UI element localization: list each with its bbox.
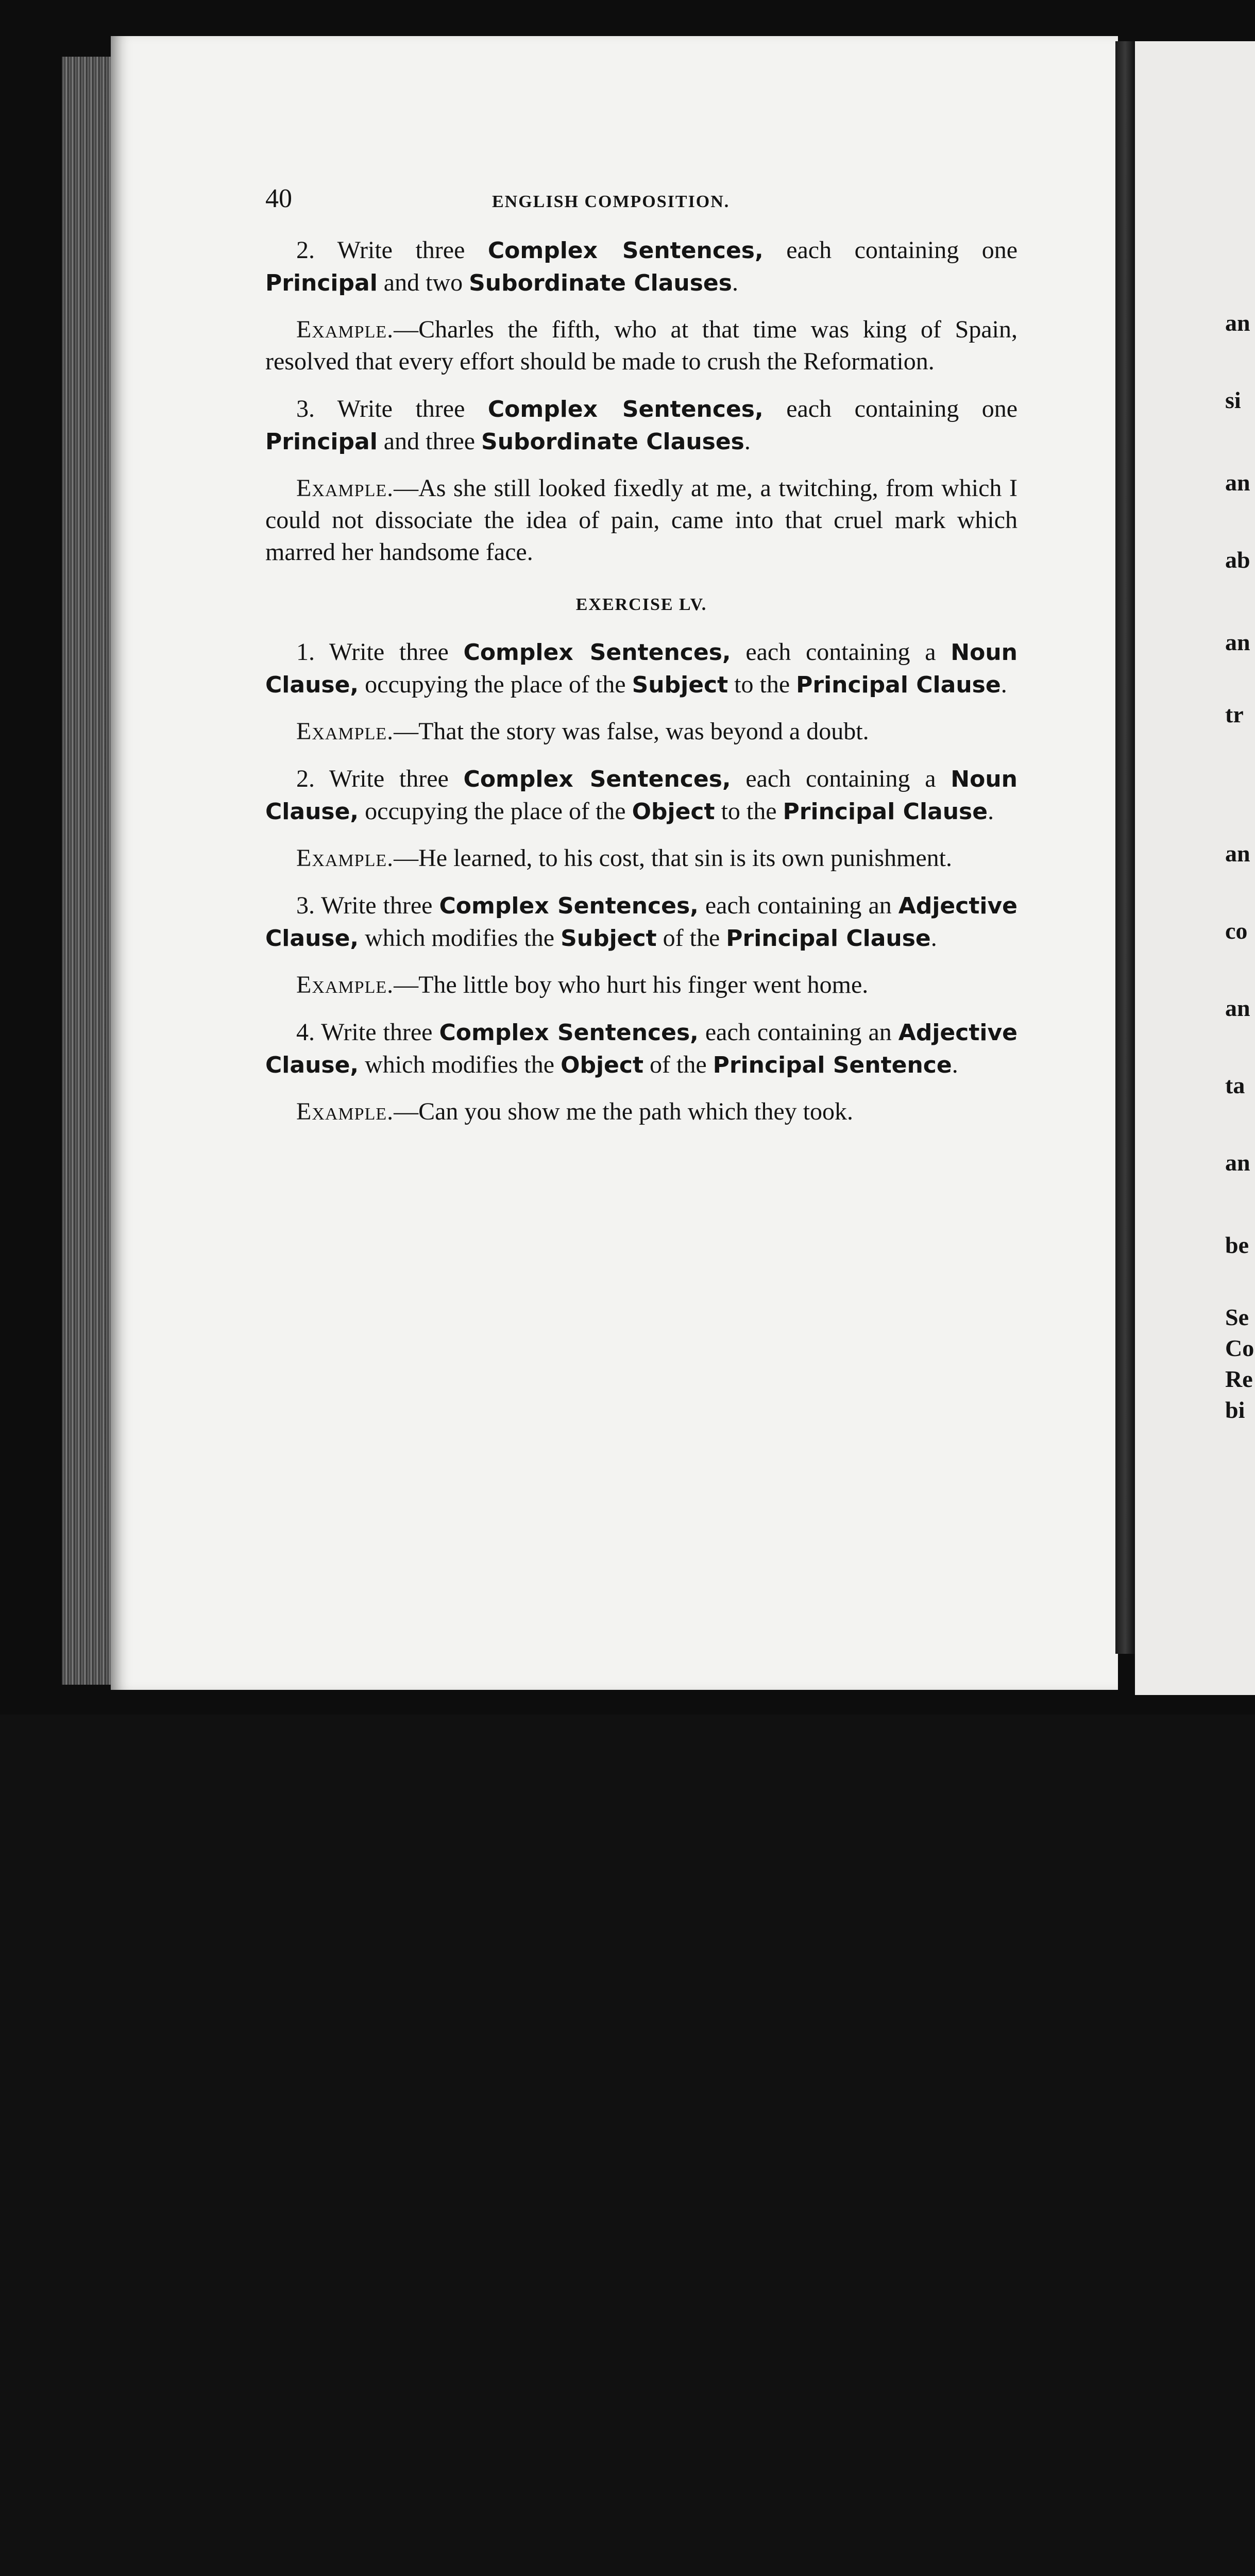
page-content [265,183,1017,1143]
example-text: —He learned, to his cost, that sin is its own punishment. [394,844,952,872]
item-text: to the [728,671,796,698]
example-label: Example. [296,474,394,502]
item-text: Write three [321,1019,439,1046]
facing-page-fragment: ta [1225,1072,1245,1098]
emphasized-term: Complex Sentences, [487,238,764,264]
example-paragraph [265,969,1017,1001]
exercise-item [265,393,1017,458]
item-text: Write three [337,236,488,264]
item-number: 2. [296,765,329,792]
emphasized-term: Complex Sentences, [463,639,731,666]
item-text: which modifies the [359,924,561,952]
emphasized-term: Object [561,1052,644,1078]
item-text: to the [715,798,783,825]
exercise-item [265,763,1017,828]
exercise-items-continued [265,234,1017,568]
facing-page-fragment: Re [1225,1366,1253,1392]
page-number: 40 [265,184,292,213]
facing-page-fragment: Se [1225,1304,1249,1330]
exercise-item [265,636,1017,701]
item-text: which modifies the [359,1051,561,1078]
item-text: . [988,798,994,825]
emphasized-term: Subordinate Clauses [469,270,732,296]
page-header [265,183,1017,219]
item-text: Write three [337,395,488,422]
facing-page-fragment: an [1225,629,1250,655]
example-paragraph [265,1096,1017,1128]
example-text: —The little boy who hurt his finger went home. [394,971,869,998]
facing-page-fragment: tr [1225,701,1244,727]
item-number: 2. [296,236,337,264]
item-text: Write three [321,892,439,919]
emphasized-term: Complex Sentences, [487,396,764,422]
item-text: and three [377,428,482,455]
emphasized-term: Subordinate Clauses [481,429,744,455]
item-text: each containing a [731,638,951,666]
emphasized-term: Principal [265,270,378,296]
emphasized-term: Adjective Clause, [265,1020,1017,1078]
emphasized-term: Noun Clause, [265,639,1017,698]
facing-page-fragment: an [1225,310,1250,336]
item-text: . [744,428,751,455]
running-title: ENGLISH COMPOSITION. [492,192,730,211]
item-text: each containing one [763,236,1017,264]
exercise-item [265,1016,1017,1081]
emphasized-term: Noun Clause, [265,766,1017,825]
item-text: . [732,269,738,296]
emphasized-term: Complex Sentences, [439,1020,699,1046]
facing-page-fragment: an [1225,469,1250,496]
example-paragraph [265,314,1017,378]
emphasized-term: Complex Sentences, [439,893,699,919]
item-text: each containing one [763,395,1017,422]
item-number: 3. [296,395,337,422]
example-text: —That the story was false, was beyond a doubt. [394,718,869,745]
item-text: . [1000,671,1007,698]
example-label: Example. [296,844,394,872]
emphasized-term: Principal Clause [783,799,988,825]
example-paragraph [265,472,1017,568]
example-text: —Can you show me the path which they took. [394,1098,853,1125]
example-label: Example. [296,971,394,998]
emphasized-term: Principal Clause [726,925,931,952]
item-text: Write three [329,638,464,666]
facing-page-fragment: an [1225,995,1250,1021]
item-number: 3. [296,892,321,919]
exercise-item [265,234,1017,299]
exercise-item [265,890,1017,955]
item-text: each containing an [698,892,898,919]
emphasized-term: Subject [632,672,728,698]
facing-page-fragment: bi [1225,1397,1245,1423]
facing-page-fragment: be [1225,1232,1249,1258]
facing-page-fragment: co [1225,918,1248,944]
exercise-heading: EXERCISE LV. [575,595,707,614]
book-gutter [1115,41,1135,1654]
exercise-lv-items [265,636,1017,1128]
item-text: occupying the place of the [359,798,632,825]
example-label: Example. [296,316,394,343]
emphasized-term: Complex Sentences, [463,766,731,792]
item-text: of the [656,924,726,952]
example-label: Example. [296,1098,394,1125]
item-text: and two [377,269,469,296]
item-text: . [930,924,937,952]
example-label: Example. [296,718,394,745]
facing-page-fragment: an [1225,1149,1250,1176]
facing-page-fragment: ab [1225,547,1250,573]
emphasized-term: Principal Clause [796,672,1001,698]
item-number: 4. [296,1019,321,1046]
item-text: Write three [329,765,464,792]
example-text: —Charles the fifth, who at that time was king of Spain, resolved that every effort should be made to crush the Reformation. [265,316,1017,375]
facing-page-fragment: si [1225,387,1241,413]
emphasized-term: Adjective Clause, [265,893,1017,952]
emphasized-term: Principal [265,429,378,455]
emphasized-term: Subject [561,925,657,952]
item-text: . [952,1051,958,1078]
example-text: —As she still looked fixedly at me, a twitching, from which I could not dissociate the idea of pain, came into that cruel mark which marred her handsome face. [265,474,1017,566]
item-text: each containing an [698,1019,898,1046]
item-text: occupying the place of the [359,671,632,698]
example-paragraph [265,716,1017,748]
emphasized-term: Principal Sentence [713,1052,952,1078]
emphasized-term: Object [632,799,715,825]
item-text: each containing a [731,765,951,792]
facing-page-fragment: an [1225,840,1250,867]
example-paragraph [265,842,1017,874]
item-text: of the [643,1051,713,1078]
item-number: 1. [296,638,329,666]
facing-page-fragment: Co [1225,1335,1254,1361]
